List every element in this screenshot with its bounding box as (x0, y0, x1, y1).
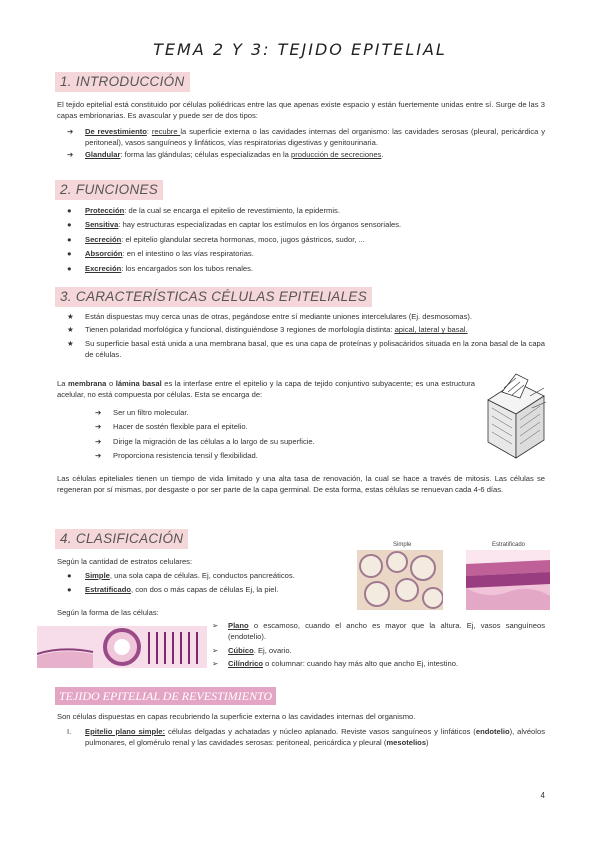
arrow-icon: ➔ (95, 408, 102, 417)
micrograph-label: Simple (357, 540, 443, 550)
forma-list (210, 620, 545, 670)
list-item: ● Excreción: los encargados son los tubos renales. (67, 263, 254, 273)
section-heading-clasificacion: 4. CLASIFICACIÓN (55, 529, 188, 549)
arrowhead-icon: ➢ (212, 659, 219, 669)
renovacion-paragraph: Las células epiteliales tienen un tiempo de vida limitado y una alta tasa de renovación, la cual se hace a través de mitosis. Las células se regeneran por sí mismas, por desgaste o por ser parte de la capa germinal. De esta forma, estas células se renuevan cada 4-6 días. (57, 474, 545, 495)
membrana-functions (85, 407, 475, 462)
intro-list (57, 126, 545, 160)
cell-shapes-drawing (37, 626, 207, 668)
list-number: I. (67, 727, 72, 736)
list-item: ➢ Cúbico. Ej, ovario. (212, 645, 292, 655)
bullet-icon: ● (67, 206, 72, 215)
bullet-icon: ● (67, 585, 72, 595)
bullet-icon: ● (67, 220, 72, 230)
arrow-icon: ➔ (95, 436, 102, 446)
arrowhead-icon: ➢ (212, 621, 219, 630)
bullet-icon: ● (67, 249, 72, 259)
estratos-intro: Según la cantidad de estratos celulares: (57, 557, 193, 566)
simple-epithelium-micrograph (357, 540, 443, 610)
list-item: ➔ Dirige la migración de las células a lo largo de su superficie. (95, 436, 315, 446)
caracteristicas-list (57, 311, 545, 361)
arrow-icon: ➔ (95, 451, 102, 461)
basal-membrane-illustration (482, 368, 550, 466)
list-item: ★ Su superficie basal está unida a una membrana basal, que es una capa de proteínas y polisacáridos situada en la zona basal de la capa de células. (67, 338, 545, 360)
bullet-icon: ● (67, 263, 72, 273)
section-heading-funciones: 2. FUNCIONES (55, 180, 163, 200)
section-heading-introduccion: 1. INTRODUCCIÓN (55, 72, 190, 92)
star-icon: ★ (67, 312, 74, 321)
revestimiento-paragraph: Son células dispuestas en capas recubriendo la superficie externa o las cavidades internas del organismo. (57, 712, 416, 721)
list-item: ➔ De revestimiento: recubre la superficie externa o las cavidades internas del organismo: las cavidades serosas (pleural, pericárdica y peritoneal), vasos sanguíneos y linfáticos, vías respiratorias digestivas y genitourinaria. (67, 127, 545, 148)
list-item: ● Simple, una sola capa de células. Ej, conductos pancreáticos. (67, 571, 295, 580)
section-heading-caracteristicas: 3. CARACTERÍSTICAS CÉLULAS EPITELIALES (55, 287, 372, 307)
arrowhead-icon: ➢ (212, 645, 219, 655)
bullet-icon: ● (67, 234, 72, 244)
estratos-list (57, 570, 350, 596)
arrow-icon: ➔ (95, 422, 102, 432)
intro-paragraph: El tejido epitelial está constituido por células poliédricas entre las que apenas existe espacio y están fuertemente unidas entre sí. Surge de las 3 capas embrionarias. Es avascular y puede ser de dos tipos: (57, 100, 545, 121)
arrow-icon: ➔ (67, 149, 74, 159)
list-item: ➢ Plano o escamoso, cuando el ancho es mayor que la altura. Ej, vasos sanguíneos (endotelio). (212, 621, 545, 642)
list-item: ★ Están dispuestas muy cerca unas de otras, pegándose entre sí mediante uniones intercelulares (Ej. desmosomas). (67, 312, 473, 321)
list-item: ● Estratificado, con dos o más capas de células Ej, la piel. (67, 585, 279, 595)
forma-intro: Según la forma de las células: (57, 608, 159, 617)
list-item: ★ Tienen polaridad morfológica y funcional, distinguiéndose 3 regiones de morfología distinta: apical, lateral y basal. (67, 325, 468, 335)
list-item: I. Epitelio plano simple: células delgadas y achatadas y núcleo aplanado. Reviste vasos sanguíneos y linfáticos (endotelio), alvéolos pulmonares, el glomérulo renal y las cavidades serosas: peritoneal, pericárdica y pleural (mesotelios) (67, 727, 545, 748)
simple-tissue-drawing (357, 550, 443, 610)
revestimiento-list (57, 726, 545, 749)
subsection-heading-revestimiento: TEJIDO EPITELIAL DE REVESTIMIENTO (55, 687, 276, 705)
funciones-list (57, 205, 545, 274)
list-item: ● Secreción: el epitelio glandular secreta hormonas, moco, jugos gástricos, sudor, ... (67, 234, 365, 244)
cell-shapes-micrograph-strip (37, 626, 207, 668)
list-item: ● Absorción: en el intestino o las vías respiratorias. (67, 249, 254, 259)
list-item: ➔ Hacer de sostén flexible para el epitelio. (95, 422, 248, 432)
list-item: ➔ Proporciona resistencia tensil y flexibilidad. (95, 451, 258, 461)
stratified-tissue-drawing (466, 550, 550, 610)
star-icon: ★ (67, 338, 74, 348)
page-title: TEMA 2 Y 3: TEJIDO EPITELIAL (153, 40, 447, 59)
micrograph-label: Estratificado (466, 540, 550, 550)
membrana-paragraph: La membrana o lámina basal es la interfase entre el epitelio y la capa de tejido conjuntivo subyacente; es una estructura acelular, no está compuesta por células. Esta se encarga de: (57, 379, 475, 400)
list-item: ➔ Glandular: forma las glándulas; células especializadas en la producción de secreciones. (67, 149, 384, 159)
page-number: 4 (540, 791, 545, 800)
list-item: ● Sensitiva: hay estructuras especializadas en captar los estímulos en los órganos sensoriales. (67, 220, 402, 230)
list-item: ➢ Cilíndrico o columnar: cuando hay más alto que ancho Ej, intestino. (212, 659, 459, 669)
list-item: ● Protección: de la cual se encarga el epitelio de revestimiento, la epidermis. (67, 206, 340, 215)
stratified-epithelium-micrograph (466, 540, 550, 610)
bullet-icon: ● (67, 571, 72, 580)
star-icon: ★ (67, 325, 74, 335)
list-item: ➔ Ser un filtro molecular. (95, 408, 189, 417)
arrow-icon: ➔ (67, 127, 74, 136)
